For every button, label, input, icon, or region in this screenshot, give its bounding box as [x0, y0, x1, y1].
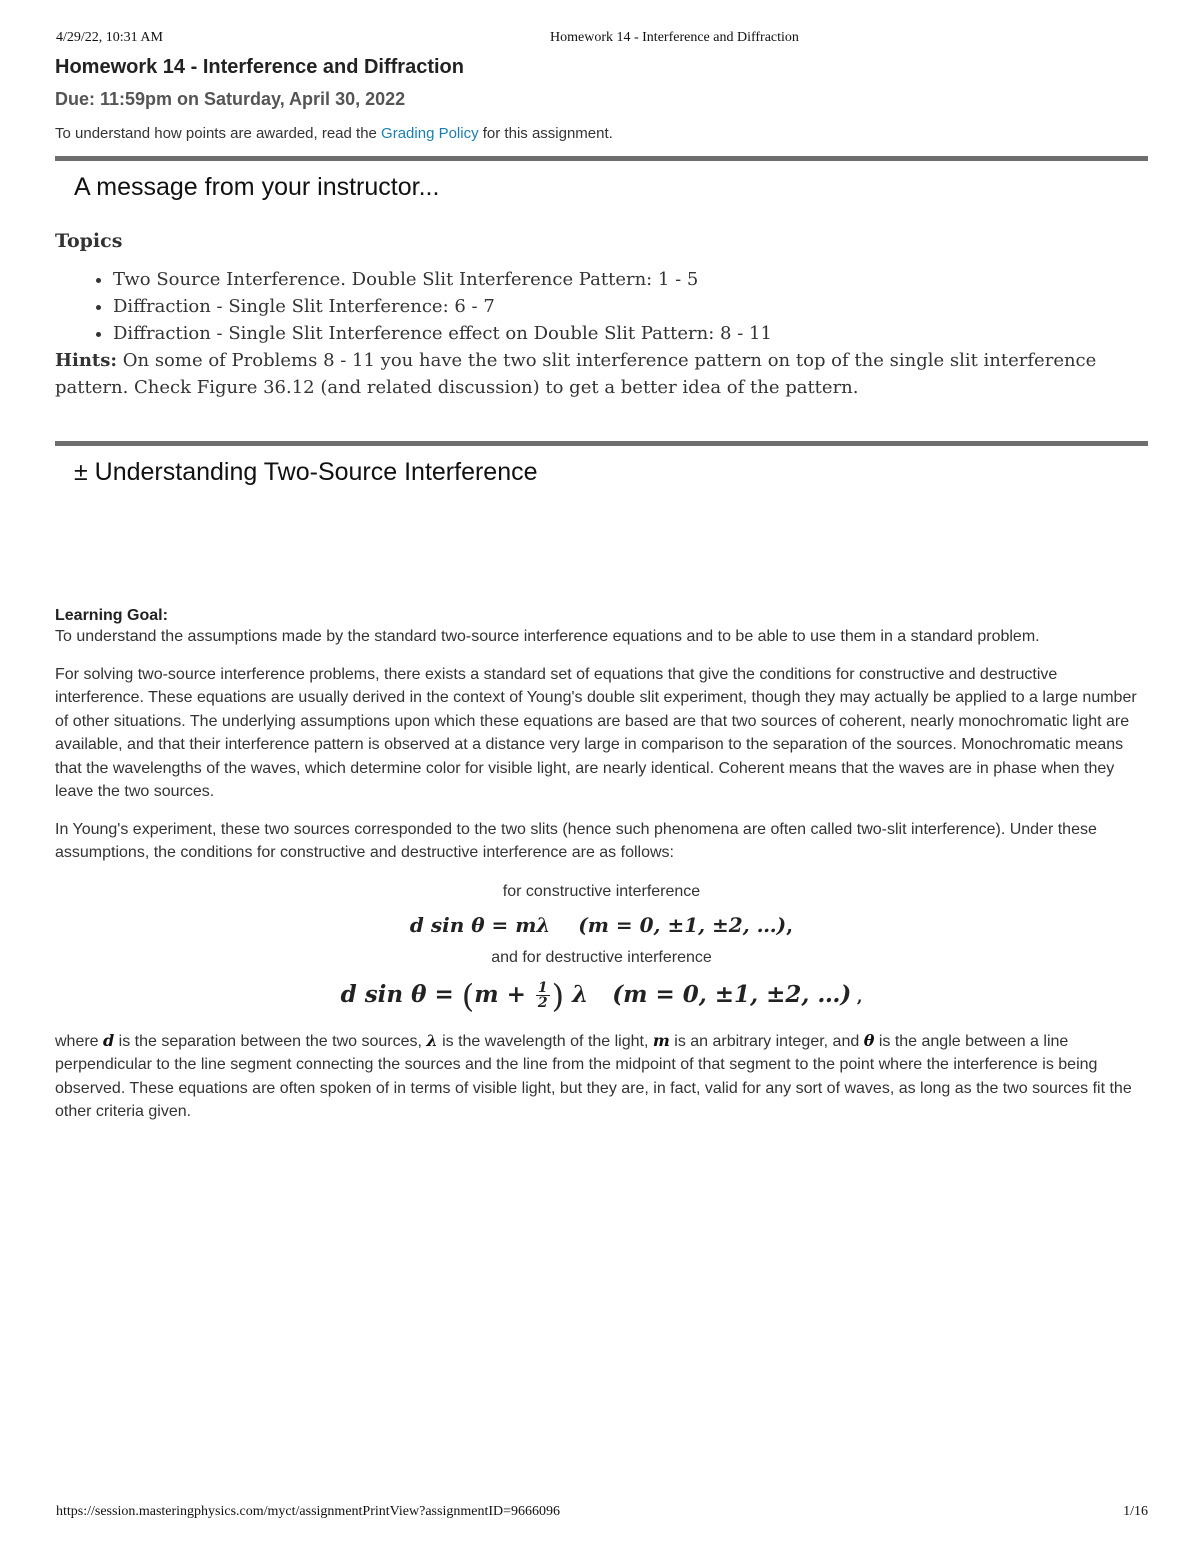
equation2-punct: ,: [851, 986, 863, 1006]
where-text: is the wavelength of the light,: [437, 1032, 653, 1050]
equation1-range: (m = 0, ±1, ±2, …): [578, 912, 787, 937]
grading-note: [55, 125, 1148, 142]
topic-item: • Diffraction - Single Slit Interference: 6 - 7: [113, 293, 1148, 320]
section-divider: [55, 156, 1148, 161]
equation2-lhs: d sin θ =: [340, 980, 462, 1008]
equation2-lambda: λ: [564, 980, 589, 1008]
assignment-content: [55, 52, 1148, 1124]
symbol-m: m: [652, 1030, 670, 1050]
instructor-message-heading: A message from your instructor...: [74, 173, 440, 201]
topic-item: • Diffraction - Single Slit Interference effect on Double Slit Pattern: 8 - 11: [113, 320, 1148, 347]
print-url: https://session.masteringphysics.com/myct/assignmentPrintView?assignmentID=9666096: [56, 1504, 561, 1519]
print-page-title: Homework 14 - Interference and Diffraction: [550, 30, 799, 45]
constructive-label: for constructive interference: [502, 882, 701, 900]
symbol-d: d: [103, 1030, 115, 1050]
print-datetime: 4/29/22, 10:31 AM: [56, 30, 163, 45]
equation2-range: (m = 0, ±1, ±2, …): [612, 980, 852, 1008]
where-text: is the separation between the two sources,: [114, 1032, 427, 1050]
topics-heading: Topics: [55, 230, 123, 252]
print-header: [56, 30, 1144, 50]
fraction-numerator: 1: [537, 980, 548, 996]
section-divider: [55, 441, 1148, 446]
intro-paragraph: For solving two-source interference problems, there exists a standard set of equations that give the conditions for constructive and destructive interference. These equations are usually derived in the context of Young's double slit experiment, though they may actually be applied to a large number of other situations. The underlying assumptions upon which these equations are based are that two sources of coherent, nearly monochromatic light are available, and that their interference pattern is observed at a distance very large in comparison to the separation of the sources. Monochromatic means that the wavelengths of the waves, which determine color for visible light, are nearly identical. Coherent means that the waves are in phase when they leave the two sources.: [55, 665, 1137, 800]
constructive-equation: [55, 913, 1148, 937]
symbol-lambda: λ: [426, 1030, 438, 1050]
problem-heading[interactable]: ± Understanding Two-Source Interference: [74, 458, 538, 486]
where-paragraph: [55, 1029, 1148, 1124]
where-text: is the angle between a line perpendicular to the line segment connecting the sources and the line from the midpoint of that segment to the point where the interference is being observed. These equations are often spoken of in terms of visible light, but they are, in fact, valid for any sort of waves, as long as the two sources fit the other criteria given.: [55, 1032, 1132, 1120]
youngs-paragraph: In Young's experiment, these two sources corresponded to the two slits (hence such phenomena are often called two-slit interference). Under these assumptions, the conditions for constructive and destructive interference are as follows:: [55, 820, 1097, 861]
one-half-fraction: [536, 981, 550, 1010]
where-text: is an arbitrary integer, and: [669, 1032, 864, 1050]
learning-goal-label: Learning Goal:: [55, 607, 168, 624]
fraction-denominator: 2: [537, 995, 548, 1011]
assignment-title: Homework 14 - Interference and Diffraction: [55, 56, 464, 78]
where-text: where: [55, 1032, 104, 1050]
destructive-equation: d sin θ = (m + $\frac{1}{2}$ ) λ (m = 0, ±1, ±2, …) ,: [340, 976, 863, 1015]
learning-goal-text: To understand the assumptions made by the standard two-source interference equations and to be able to use them in a standard problem.: [55, 628, 1040, 645]
topic-item: • Two Source Interference. Double Slit Interference Pattern: 1 - 5: [113, 266, 1148, 293]
due-date: Due: 11:59pm on Saturday, April 30, 2022: [55, 89, 406, 109]
page-number: 1/16: [1123, 1504, 1148, 1519]
grading-prefix: To understand how points are awarded, read the: [55, 125, 382, 142]
grading-suffix: for this assignment.: [478, 125, 613, 142]
topics-list: [55, 266, 1148, 347]
hints-paragraph: [55, 347, 1148, 401]
hints-text: On some of Problems 8 - 11 you have the two slit interference pattern on top of the single slit interference pattern. Check Figure 36.12 (and related discussion) to get a better idea of the pattern.: [55, 350, 1097, 398]
equation1-punct: ,: [786, 912, 794, 937]
equation1-lhs: d sin θ = mλ: [409, 912, 551, 937]
grading-policy-link[interactable]: Grading Policy: [381, 125, 479, 142]
print-footer: [56, 1504, 1148, 1524]
equation2-m: m +: [474, 980, 534, 1008]
destructive-label: and for destructive interference: [491, 948, 712, 966]
symbol-theta: θ: [863, 1030, 875, 1050]
hints-label: Hints:: [55, 350, 118, 371]
